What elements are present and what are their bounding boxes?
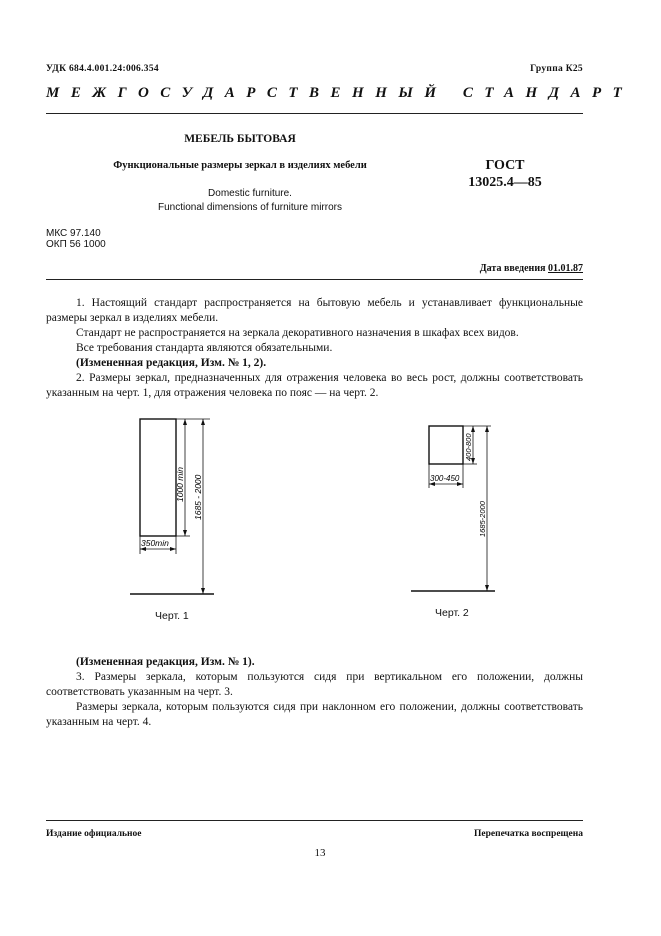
- gost-block: [445, 157, 565, 191]
- paragraph-1: 1. Настоящий стандарт распространяется на бытовую мебель и устанавливает функциональные размеры зеркал в изделиях мебели.: [46, 297, 583, 324]
- fig2-height-arrow-top: [471, 426, 475, 432]
- fig1-total-arrow-top: [201, 419, 205, 425]
- paragraph-2: Стандарт не распространяется на зеркала декоративного назначения в шкафах всех видов.: [76, 327, 519, 339]
- english-title: [140, 187, 360, 215]
- fig2-total-label: 1685-2000: [478, 501, 487, 537]
- figure-1-caption: Черт. 1: [155, 610, 189, 622]
- gost-label: ГОСТ: [485, 158, 525, 173]
- paragraph-5: 3. Размеры зеркала, которым пользуются сидя при вертикальном его положении, должны соответствовать указанным на черт. 3.: [46, 671, 583, 698]
- gost-number: 13025.4—85: [468, 175, 542, 190]
- fig1-mirror-rect: [140, 419, 176, 536]
- paragraph-4: 2. Размеры зеркал, предназначенных для отражения человека во весь рост, должны соответствовать указанным на черт. 1, для отражения человека по пояс — на черт. 2.: [46, 372, 583, 399]
- fig1-height-arrow-top: [183, 419, 187, 425]
- page-number: 13: [314, 847, 326, 859]
- fig2-width-label: 300-450: [430, 474, 460, 483]
- standard-banner: МЕЖГОСУДАРСТВЕННЫЙ СТАНДАРТ: [46, 85, 634, 101]
- okp-code: ОКП 56 1000: [46, 239, 106, 250]
- amendment-note-2: (Измененная редакция, Изм. № 1).: [76, 656, 255, 668]
- fig1-width-arrow-right: [170, 547, 176, 551]
- mks-code: МКС 97.140: [46, 228, 101, 239]
- fig1-width-label: 350min: [141, 538, 169, 548]
- fig1-height-label: 1000 min: [175, 467, 185, 502]
- figure-1-drawing: [120, 410, 230, 600]
- classification-codes: [46, 228, 106, 250]
- header-divider: [46, 113, 583, 114]
- fig2-total-arrow-top: [485, 426, 489, 432]
- paragraph-6: Размеры зеркала, которым пользуются сидя при наклонном его положении, должны соответствовать указанным на черт. 4.: [46, 701, 583, 728]
- paragraph-3: Все требования стандарта являются обязательными.: [76, 342, 333, 354]
- fig1-total-label: 1685 - 2000: [193, 474, 203, 520]
- document-subtitle: Функциональные размеры зеркал в изделиях мебели: [113, 160, 367, 171]
- udc-code: УДК 684.4.001.24:006.354: [46, 64, 159, 74]
- intro-date-value: 01.01.87: [548, 263, 583, 274]
- footer-divider: [46, 820, 583, 821]
- reprint-prohibited: Перепечатка воспрещена: [473, 829, 583, 839]
- fig2-mirror-rect: [429, 426, 463, 464]
- figure-2-drawing: [405, 415, 505, 600]
- date-divider: [46, 279, 583, 280]
- english-title-line1: Domestic furniture.: [208, 188, 292, 199]
- fig2-height-label: 400-800: [464, 433, 473, 461]
- fig1-height-arrow-bottom: [183, 530, 187, 536]
- intro-date: [380, 263, 583, 274]
- group-code: Группа К25: [530, 64, 583, 74]
- english-title-line2: Functional dimensions of furniture mirrors: [158, 202, 342, 213]
- intro-date-label: Дата введения: [479, 263, 546, 274]
- figure-2-caption: Черт. 2: [435, 607, 469, 619]
- amendment-note-1: (Измененная редакция, Изм. № 1, 2).: [76, 357, 267, 369]
- fig1-total-arrow-bottom: [201, 588, 205, 594]
- official-edition: Издание официальное: [46, 829, 142, 839]
- document-title: МЕБЕЛЬ БЫТОВАЯ: [184, 133, 296, 145]
- fig2-total-arrow-bottom: [485, 585, 489, 591]
